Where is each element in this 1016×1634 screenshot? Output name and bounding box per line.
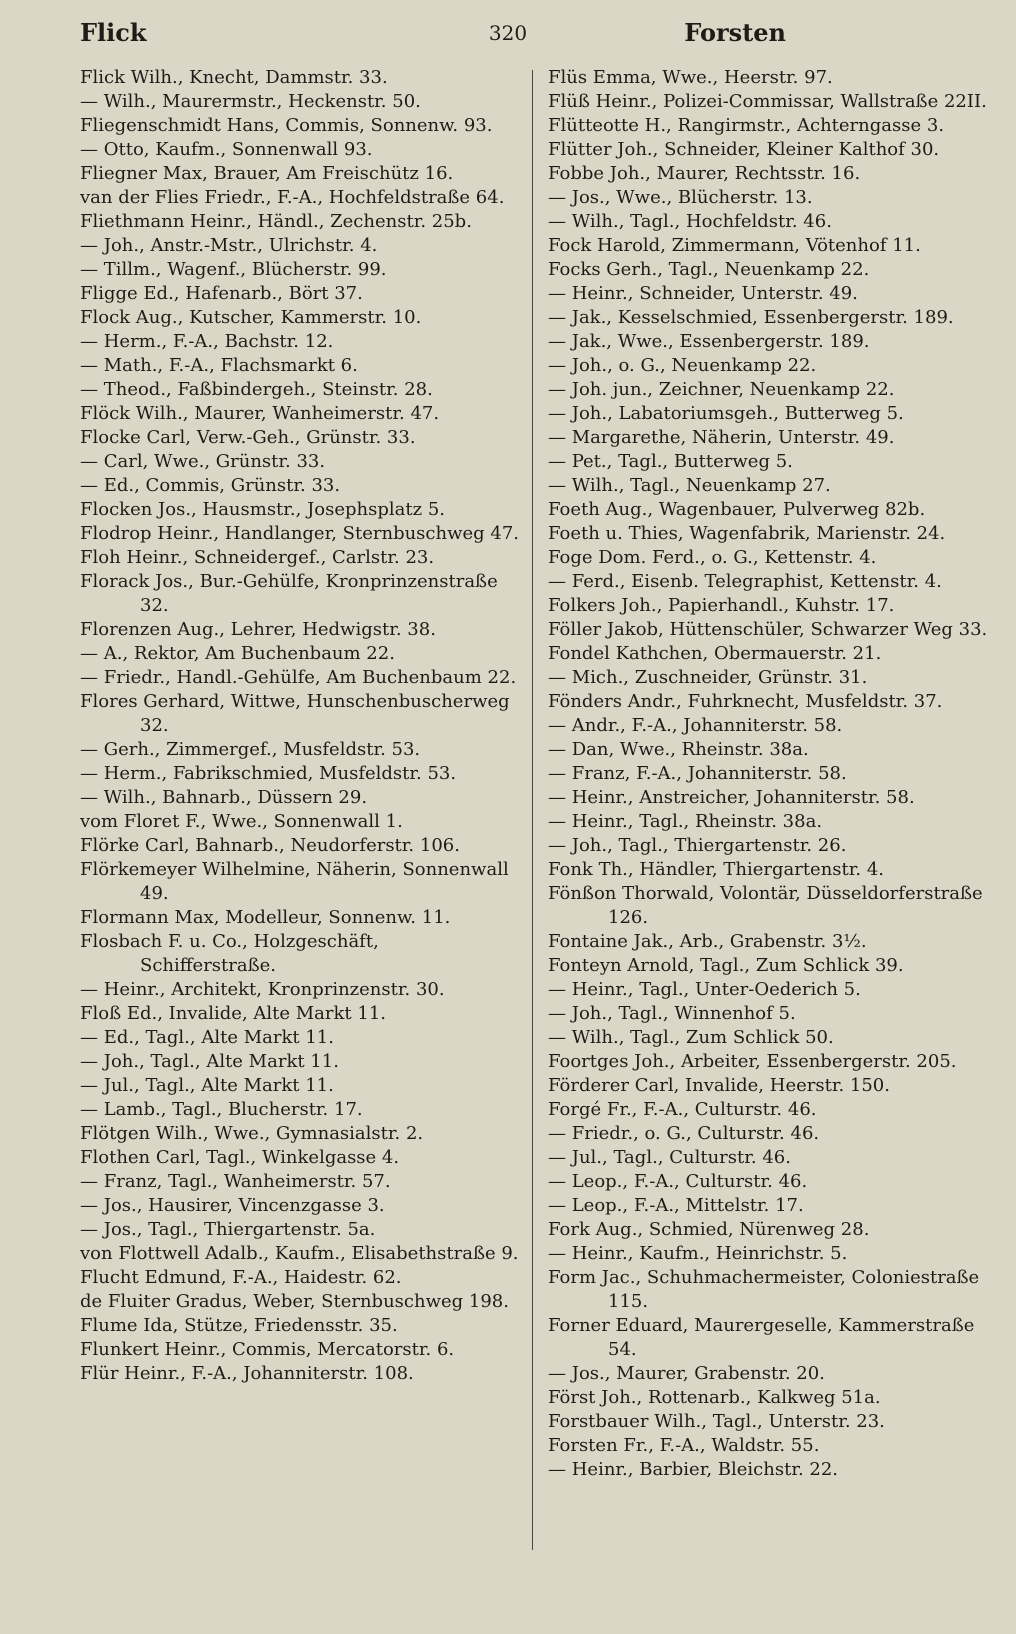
directory-entry: Flores Gerhard, Wittwe, Hunschenbuscherweg 32. <box>80 691 510 736</box>
directory-entry: — Margarethe, Näherin, Unterstr. 49. <box>548 427 895 448</box>
directory-entry: Fliegenschmidt Hans, Commis, Sonnenw. 93. <box>80 115 493 136</box>
directory-entry: Flocke Carl, Verw.-Geh., Grünstr. 33. <box>80 427 416 448</box>
directory-entry: — Joh., Tagl., Winnenhof 5. <box>548 1003 796 1024</box>
directory-entry: — Joh., Labatoriumsgeh., Butterweg 5. <box>548 403 904 424</box>
directory-entry: — Jos., Wwe., Blücherstr. 13. <box>548 187 813 208</box>
directory-entry: — Otto, Kaufm., Sonnenwall 93. <box>80 139 373 160</box>
directory-entry: — Joh., Tagl., Thiergartenstr. 26. <box>548 835 847 856</box>
directory-entry: — Gerh., Zimmergef., Musfeldstr. 53. <box>80 739 421 760</box>
directory-entry: — Franz, F.-A., Johanniterstr. 58. <box>548 763 847 784</box>
directory-entry: Flöck Wilh., Maurer, Wanheimerstr. 47. <box>80 403 440 424</box>
column-divider <box>532 70 533 1550</box>
directory-entry: — A., Rektor, Am Buchenbaum 22. <box>80 643 395 664</box>
directory-entry: Flock Aug., Kutscher, Kammerstr. 10. <box>80 307 422 328</box>
directory-entry: — Heinr., Architekt, Kronprinzenstr. 30. <box>80 979 445 1000</box>
directory-entry: — Theod., Faßbindergeh., Steinstr. 28. <box>80 379 433 400</box>
directory-entry: Foortges Joh., Arbeiter, Essenbergerstr. 205. <box>548 1051 957 1072</box>
directory-entry: Foge Dom. Ferd., o. G., Kettenstr. 4. <box>548 547 877 568</box>
directory-entry: Flodrop Heinr., Handlanger, Sternbuschweg 47. <box>80 523 520 544</box>
left-column <box>80 66 520 1386</box>
directory-entry: Flüs Emma, Wwe., Heerstr. 97. <box>548 67 833 88</box>
directory-entry: vom Floret F., Wwe., Sonnenwall 1. <box>80 811 403 832</box>
header-last-entry: Forsten <box>684 18 786 47</box>
directory-entry: — Lamb., Tagl., Blucherstr. 17. <box>80 1099 363 1120</box>
directory-entry: — Leop., F.-A., Culturstr. 46. <box>548 1171 808 1192</box>
directory-entry: — Jak., Wwe., Essenbergerstr. 189. <box>548 331 870 352</box>
directory-entry: — Jul., Tagl., Alte Markt 11. <box>80 1075 334 1096</box>
directory-entry: Florenzen Aug., Lehrer, Hedwigstr. 38. <box>80 619 436 640</box>
directory-entry: — Friedr., Handl.-Gehülfe, Am Buchenbaum 22. <box>80 667 517 688</box>
directory-entry: Forgé Fr., F.-A., Culturstr. 46. <box>548 1099 817 1120</box>
directory-entry: — Andr., F.-A., Johanniterstr. 58. <box>548 715 843 736</box>
directory-entry: Fobbe Joh., Maurer, Rechtsstr. 16. <box>548 163 861 184</box>
directory-entry: — Herm., Fabrikschmied, Musfeldstr. 53. <box>80 763 457 784</box>
directory-entry: — Wilh., Tagl., Hochfeldstr. 46. <box>548 211 832 232</box>
directory-entry: — Heinr., Anstreicher, Johanniterstr. 58. <box>548 787 915 808</box>
directory-entry: van der Flies Friedr., F.-A., Hochfeldstraße 64. <box>80 187 505 208</box>
directory-entry: — Joh. jun., Zeichner, Neuenkamp 22. <box>548 379 895 400</box>
directory-entry: — Math., F.-A., Flachsmarkt 6. <box>80 355 358 376</box>
directory-entry: — Wilh., Maurermstr., Heckenstr. 50. <box>80 91 421 112</box>
directory-entry: Flormann Max, Modelleur, Sonnenw. 11. <box>80 907 451 928</box>
directory-entry: Form Jac., Schuhmachermeister, Coloniestraße 115. <box>548 1267 980 1312</box>
directory-entry: Floh Heinr., Schneidergef., Carlstr. 23. <box>80 547 435 568</box>
directory-entry: — Heinr., Barbier, Bleichstr. 22. <box>548 1459 839 1480</box>
directory-entry: — Ed., Commis, Grünstr. 33. <box>80 475 341 496</box>
header-first-entry: Flick <box>80 18 147 47</box>
directory-entry: — Joh., Tagl., Alte Markt 11. <box>80 1051 339 1072</box>
directory-entry: Fönßon Thorwald, Volontär, Düsseldorferstraße 126. <box>548 883 983 928</box>
directory-entry: — Franz, Tagl., Wanheimerstr. 57. <box>80 1171 391 1192</box>
directory-entry: Forsten Fr., F.-A., Waldstr. 55. <box>548 1435 820 1456</box>
directory-entry: — Herm., F.-A., Bachstr. 12. <box>80 331 334 352</box>
directory-entry: — Dan, Wwe., Rheinstr. 38a. <box>548 739 809 760</box>
directory-entry: Flunkert Heinr., Commis, Mercatorstr. 6. <box>80 1339 455 1360</box>
directory-entry: Flörkemeyer Wilhelmine, Näherin, Sonnenwall 49. <box>80 859 509 904</box>
directory-entry: Flick Wilh., Knecht, Dammstr. 33. <box>80 67 388 88</box>
directory-entry: Flütteotte H., Rangirmstr., Achterngasse 3. <box>548 115 945 136</box>
directory-entry: — Pet., Tagl., Butterweg 5. <box>548 451 793 472</box>
directory-entry: Fonteyn Arnold, Tagl., Zum Schlick 39. <box>548 955 904 976</box>
directory-entry: Flüß Heinr., Polizei-Commissar, Wallstraße 22II. <box>548 91 987 112</box>
directory-entry: Flütter Joh., Schneider, Kleiner Kalthof 30. <box>548 139 940 160</box>
directory-entry: — Tillm., Wagenf., Blücherstr. 99. <box>80 259 387 280</box>
directory-entry: — Wilh., Tagl., Zum Schlick 50. <box>548 1027 834 1048</box>
page-number: 320 <box>488 21 528 45</box>
directory-entry: Flosbach F. u. Co., Holzgeschäft, Schifferstraße. <box>80 931 379 976</box>
directory-entry: Förderer Carl, Invalide, Heerstr. 150. <box>548 1075 890 1096</box>
directory-entry: Fork Aug., Schmied, Nürenweg 28. <box>548 1219 870 1240</box>
directory-entry: — Joh., Anstr.-Mstr., Ulrichstr. 4. <box>80 235 378 256</box>
directory-entry: — Heinr., Tagl., Unter-Oederich 5. <box>548 979 861 1000</box>
directory-entry: — Leop., F.-A., Mittelstr. 17. <box>548 1195 804 1216</box>
directory-entry: Flocken Jos., Hausmstr., Josephsplatz 5. <box>80 499 446 520</box>
directory-entry: Flume Ida, Stütze, Friedensstr. 35. <box>80 1315 398 1336</box>
directory-entry: Flucht Edmund, F.-A., Haidestr. 62. <box>80 1267 402 1288</box>
directory-entry: Fliegner Max, Brauer, Am Freischütz 16. <box>80 163 454 184</box>
directory-entry: — Jos., Maurer, Grabenstr. 20. <box>548 1363 825 1384</box>
directory-entry: — Carl, Wwe., Grünstr. 33. <box>80 451 326 472</box>
directory-entry: — Friedr., o. G., Culturstr. 46. <box>548 1123 820 1144</box>
directory-entry: Foeth Aug., Wagenbauer, Pulverweg 82b. <box>548 499 926 520</box>
directory-entry: — Jak., Kesselschmied, Essenbergerstr. 189. <box>548 307 954 328</box>
directory-entry: de Fluiter Gradus, Weber, Sternbuschweg 198. <box>80 1291 509 1312</box>
directory-entry: Fock Harold, Zimmermann, Vötenhof 11. <box>548 235 921 256</box>
directory-entry: Fonk Th., Händler, Thiergartenstr. 4. <box>548 859 885 880</box>
directory-entry: — Jul., Tagl., Culturstr. 46. <box>548 1147 791 1168</box>
directory-entry: Först Joh., Rottenarb., Kalkweg 51a. <box>548 1387 881 1408</box>
directory-entry: Foeth u. Thies, Wagenfabrik, Marienstr. 24. <box>548 523 946 544</box>
directory-entry: Föller Jakob, Hüttenschüler, Schwarzer Weg 33. <box>548 619 988 640</box>
directory-entry: Fondel Kathchen, Obermauerstr. 21. <box>548 643 882 664</box>
directory-entry: Flörke Carl, Bahnarb., Neudorferstr. 106. <box>80 835 460 856</box>
directory-entry: — Ferd., Eisenb. Telegraphist, Kettenstr. 4. <box>548 571 942 592</box>
directory-entry: — Joh., o. G., Neuenkamp 22. <box>548 355 817 376</box>
directory-entry: — Heinr., Kaufm., Heinrichstr. 5. <box>548 1243 848 1264</box>
page-header <box>0 18 1016 58</box>
directory-entry: Focks Gerh., Tagl., Neuenkamp 22. <box>548 259 870 280</box>
directory-entry: Fönders Andr., Fuhrknecht, Musfeldstr. 37. <box>548 691 943 712</box>
directory-entry: Floß Ed., Invalide, Alte Markt 11. <box>80 1003 387 1024</box>
directory-entry: Flür Heinr., F.-A., Johanniterstr. 108. <box>80 1363 414 1384</box>
directory-entry: von Flottwell Adalb., Kaufm., Elisabethstraße 9. <box>80 1243 519 1264</box>
directory-entry: Forstbauer Wilh., Tagl., Unterstr. 23. <box>548 1411 885 1432</box>
directory-entry: — Wilh., Bahnarb., Düssern 29. <box>80 787 368 808</box>
directory-entry: — Heinr., Schneider, Unterstr. 49. <box>548 283 858 304</box>
directory-entry: Fontaine Jak., Arb., Grabenstr. 3½. <box>548 931 867 952</box>
directory-entry: Flötgen Wilh., Wwe., Gymnasialstr. 2. <box>80 1123 424 1144</box>
directory-entry: Flothen Carl, Tagl., Winkelgasse 4. <box>80 1147 400 1168</box>
directory-entry: Fliethmann Heinr., Händl., Zechenstr. 25b. <box>80 211 472 232</box>
directory-entry: Folkers Joh., Papierhandl., Kuhstr. 17. <box>548 595 895 616</box>
directory-entry: — Ed., Tagl., Alte Markt 11. <box>80 1027 334 1048</box>
directory-entry: — Heinr., Tagl., Rheinstr. 38a. <box>548 811 823 832</box>
directory-entry: Fligge Ed., Hafenarb., Bört 37. <box>80 283 363 304</box>
directory-entry: — Jos., Tagl., Thiergartenstr. 5a. <box>80 1219 376 1240</box>
directory-entry: — Wilh., Tagl., Neuenkamp 27. <box>548 475 831 496</box>
directory-entry: Forner Eduard, Maurergeselle, Kammerstraße 54. <box>548 1315 975 1360</box>
right-column <box>548 66 988 1482</box>
directory-entry: — Jos., Hausirer, Vincenzgasse 3. <box>80 1195 385 1216</box>
directory-entry: — Mich., Zuschneider, Grünstr. 31. <box>548 667 868 688</box>
directory-entry: Florack Jos., Bur.-Gehülfe, Kronprinzenstraße 32. <box>80 571 498 616</box>
